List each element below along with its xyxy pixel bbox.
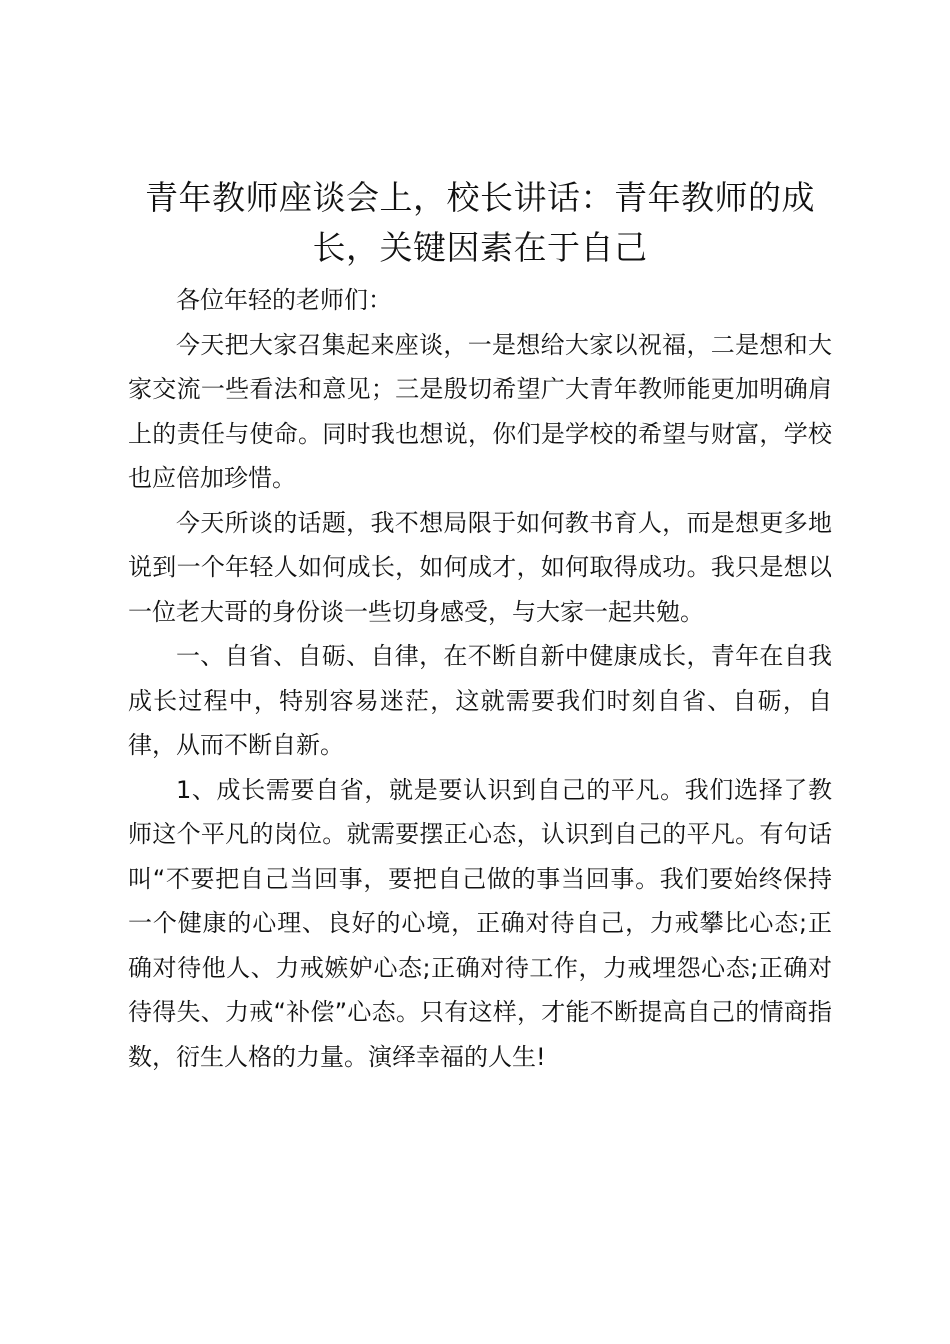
document-body (128, 278, 832, 1079)
paragraph: 今天把大家召集起来座谈，一是想给大家以祝福，二是想和大家交流一些看法和意见；三是殷切希望广大青年教师能更加明确肩上的责任与使命。同时我也想说，你们是学校的希望与财富，学校也应倍加珍惜。 (128, 330, 832, 492)
paragraph: 一、自省、自砺、自律，在不断自新中健康成长，青年在自我成长过程中，特别容易迷茫，这就需要我们时刻自省、自砺，自律，从而不断自新。 (128, 642, 832, 759)
paragraph: 今天所谈的话题，我不想局限于如何教书育人，而是想更多地说到一个年轻人如何成长，如何成才，如何取得成功。我只是想以一位老大哥的身份谈一些切身感受，与大家一起共勉。 (128, 508, 832, 626)
document-title: 青年教师座谈会上，校长讲话：青年教师的成长，关键因素在于自己 (145, 178, 815, 267)
salutation: 各位年轻的老师们： (176, 286, 392, 314)
paragraph: 1、成长需要自省，就是要认识到自己的平凡。我们选择了教师这个平凡的岗位。就需要摆正心态，认识到自己的平凡。有句话叫“不要把自己当回事，要把自己做的事当回事。我们要始终保持一个健康的心理、良好的心境，正确对待自己，力戒攀比心态;正确对待他人、力戒嫉妒心态;正确对待工作，力戒埋怨心态;正确对待得失、力戒“补偿”心态。只有这样，才能不断提高自己的情商指数，衍生人格的力量。演绎幸福的人生! (128, 775, 832, 1071)
